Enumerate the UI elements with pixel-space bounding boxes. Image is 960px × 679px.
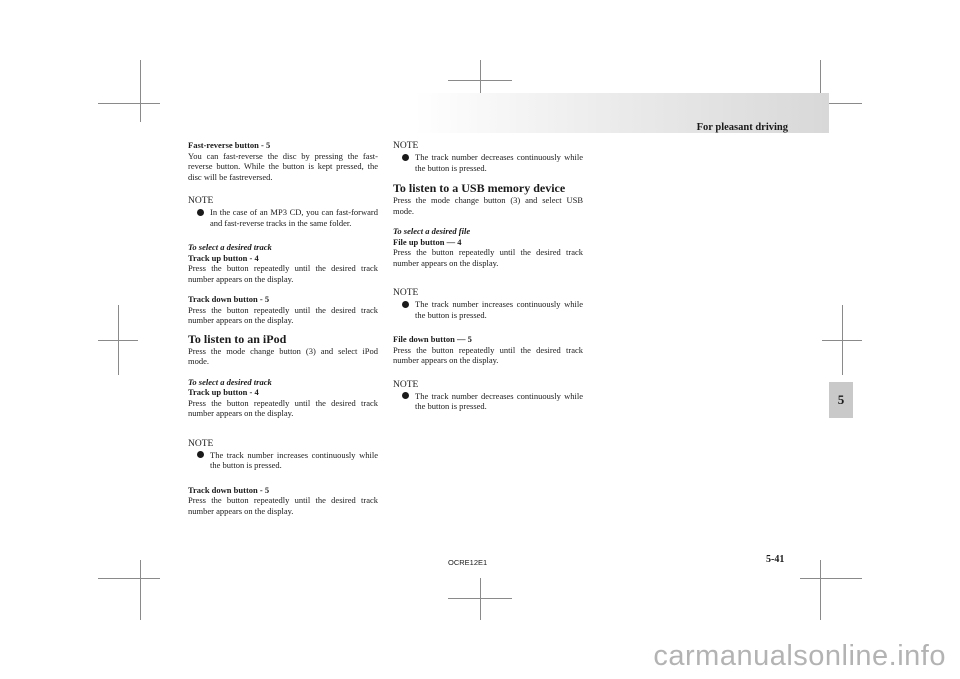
ipod-track-down-text: Press the button repeatedly until the desired track number appears on the display.: [188, 495, 378, 516]
right-column: [393, 141, 583, 412]
usb-text: Press the mode change button (3) and select USB mode.: [393, 195, 583, 216]
bullet-icon: [402, 392, 409, 399]
page-number: 5-41: [766, 554, 785, 565]
note-bullet: The track number increases continuously while the button is pressed.: [402, 299, 583, 320]
ipod-track-up-heading: Track up button - 4: [188, 387, 259, 397]
file-up-heading: File up button — 4: [393, 236, 462, 247]
section-title: For pleasant driving: [696, 122, 788, 133]
note-label: NOTE: [188, 196, 214, 206]
track-down-text: Press the button repeatedly until the desired track number appears on the display.: [188, 304, 378, 325]
select-file-heading: To select a desired file: [393, 226, 471, 236]
file-up-text: Press the button repeatedly until the desired track number appears on the display.: [393, 247, 583, 268]
note-bullet: In the case of an MP3 CD, you can fast-forward and fast-reverse tracks in the same folder.: [197, 207, 378, 228]
note-bullet: The track number increases continuously while the button is pressed.: [197, 450, 378, 471]
note-bullet: The track number decreases continuously while the button is pressed.: [402, 391, 583, 412]
note-label: NOTE: [393, 141, 419, 151]
file-down-heading: File down button — 5: [393, 334, 472, 344]
chapter-tab: 5: [829, 382, 853, 418]
note-label: NOTE: [393, 379, 419, 390]
watermark-text: carmanualsonline.info: [653, 640, 946, 672]
note-label: NOTE: [393, 288, 419, 298]
left-column: [188, 140, 378, 516]
track-down-heading: Track down button - 5: [188, 294, 270, 304]
bullet-icon: [402, 154, 409, 161]
ipod-track-down-heading: Track down button - 5: [188, 484, 270, 495]
bullet-icon: [197, 209, 204, 216]
track-up-text: Press the button repeatedly until the desired track number appears on the display.: [188, 263, 378, 284]
select-track-heading: To select a desired track: [188, 242, 272, 252]
note-bullet: The track number decreases continuously while the button is pressed.: [402, 152, 583, 173]
fast-reverse-text: You can fast-reverse the disc by pressing the fast-reverse button. While the button is kept pressed, the disc will be fastreversed.: [188, 150, 378, 182]
fast-reverse-heading: Fast-reverse button - 5: [188, 140, 271, 150]
ipod-track-up-text: Press the button repeatedly until the desired track number appears on the display.: [188, 397, 378, 418]
bullet-icon: [197, 451, 204, 458]
usb-heading: To listen to a USB memory device: [393, 181, 566, 195]
file-down-text: Press the button repeatedly until the desired track number appears on the display.: [393, 344, 583, 365]
ipod-heading: To listen to an iPod: [188, 331, 287, 346]
bullet-icon: [402, 301, 409, 308]
ipod-text: Press the mode change button (3) and select iPod mode.: [188, 345, 378, 366]
ipod-select-heading: To select a desired track: [188, 376, 272, 387]
track-up-heading: Track up button - 4: [188, 252, 259, 263]
document-code: OCRE12E1: [448, 558, 488, 567]
note-label: NOTE: [188, 438, 214, 449]
